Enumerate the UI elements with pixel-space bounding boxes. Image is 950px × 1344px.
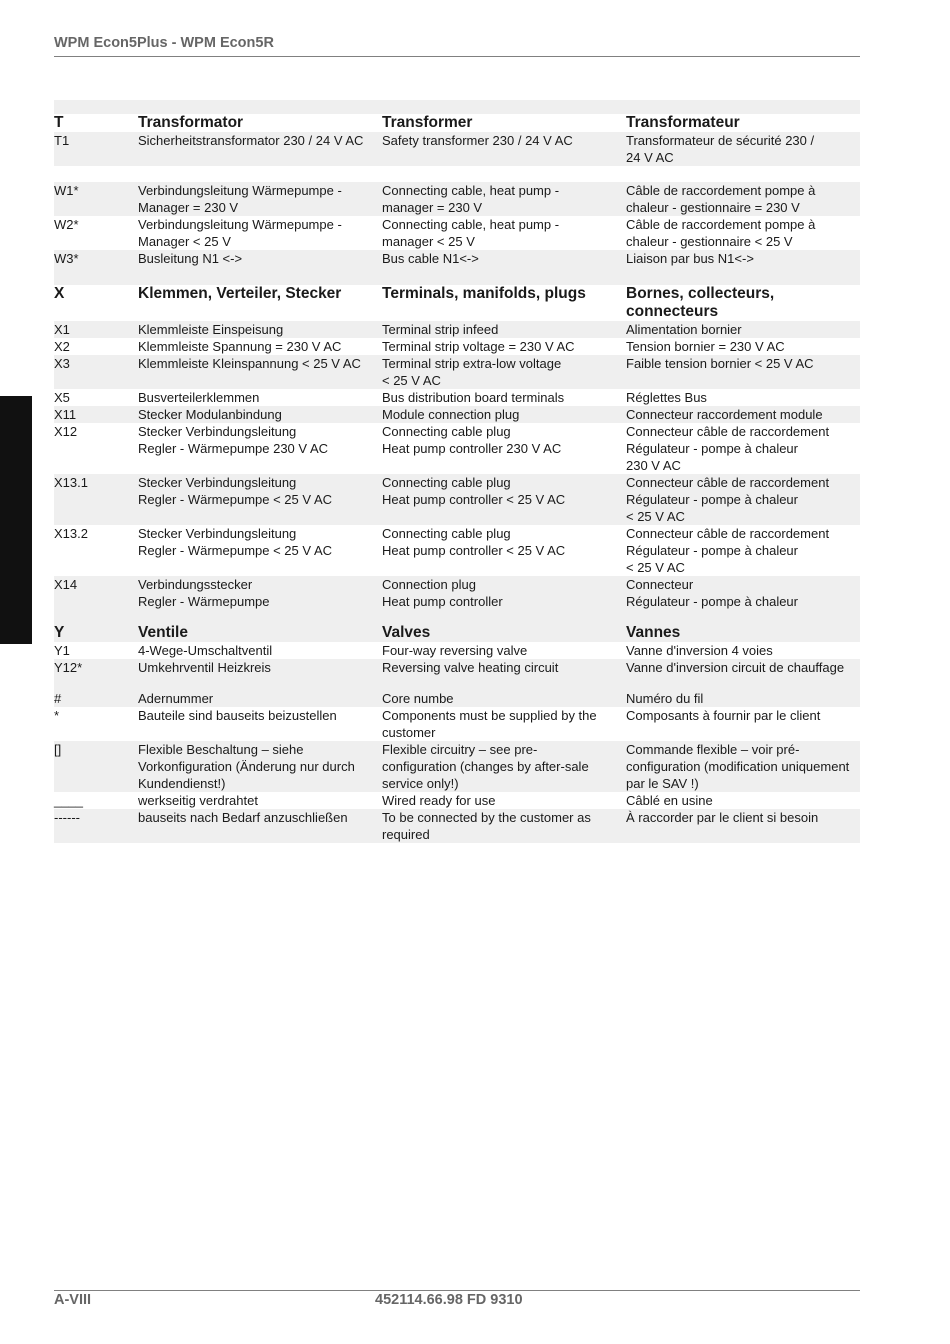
legend-cell-french: Vanne d'inversion 4 voies xyxy=(626,643,773,658)
legend-cell-german: Klemmleiste Einspeisung xyxy=(138,322,284,337)
legend-cell-french: Câble de raccordement pompe à chaleur - gestionnaire < 25 V xyxy=(626,217,816,249)
legend-cell-english: Valves xyxy=(382,624,431,641)
legend-cell-french: Transformateur de sécurité 230 / 24 V AC xyxy=(626,133,815,165)
side-tab-label: Anhang · Appendix · Annexes xyxy=(9,820,24,1012)
legend-row xyxy=(54,576,860,610)
legend-cell-german: Klemmen, Verteiler, Stecker xyxy=(138,285,342,302)
legend-row xyxy=(54,250,860,267)
legend-cell-german: Sicherheitstransformator 230 / 24 V AC xyxy=(138,133,364,148)
legend-cell-german: Flexible Beschaltung – siehe Vorkonfiguration (Änderung nur durch Kundendienst!) xyxy=(138,742,355,791)
legend-cell-german: bauseits nach Bedarf anzuschließen xyxy=(138,810,348,825)
legend-cell-french: Faible tension bornier < 25 V AC xyxy=(626,356,814,371)
legend-cell-german: Umkehrventil Heizkreis xyxy=(138,660,271,675)
legend-group-heading xyxy=(54,624,860,642)
legend-cell-english: To be connected by the customer as required xyxy=(382,810,591,842)
legend-cell-english: Terminal strip infeed xyxy=(382,322,499,337)
legend-cell-german: Stecker Verbindungsleitung Regler - Wärmepumpe 230 V AC xyxy=(138,424,329,456)
document-number: 452114.66.98 FD 9310 xyxy=(375,1292,523,1308)
legend-cell-french: Connecteur câble de raccordement Régulateur - pompe à chaleur 230 V AC xyxy=(626,424,830,473)
legend-cell-english: Core numbe xyxy=(382,691,454,706)
legend-row xyxy=(54,321,860,338)
legend-cell-designation: X3 xyxy=(54,356,70,371)
legend-cell-english: Connecting cable, heat pump - manager < 25 V xyxy=(382,217,560,249)
legend-cell-german: werkseitig verdrahtet xyxy=(138,793,258,808)
legend-cell-designation: ------ xyxy=(54,810,80,825)
legend-row xyxy=(54,338,860,355)
legend-cell-designation: W2* xyxy=(54,217,79,232)
legend-cell-french: Vannes xyxy=(626,624,681,641)
legend-cell-english: Terminal strip extra-low voltage < 25 V AC xyxy=(382,356,562,388)
legend-cell-french: Réglettes Bus xyxy=(626,390,707,405)
legend-cell-english: Transformer xyxy=(382,114,473,131)
legend-cell-designation: T xyxy=(54,114,64,131)
legend-row xyxy=(54,182,860,216)
legend-row xyxy=(54,355,860,389)
legend-cell-german: Stecker Modulanbindung xyxy=(138,407,282,422)
legend-cell-french: Tension bornier = 230 V AC xyxy=(626,339,785,354)
legend-row xyxy=(54,406,860,423)
legend-cell-german: Verbindungsleitung Wärmepumpe - Manager = 230 V xyxy=(138,183,342,215)
legend-cell-english: Connecting cable plug Heat pump controller 230 V AC xyxy=(382,424,562,456)
legend-cell-german: 4-Wege-Umschaltventil xyxy=(138,643,273,658)
header-rule xyxy=(54,56,860,57)
legend-spacer xyxy=(54,100,860,114)
legend-cell-english: Flexible circuitry – see pre- configuration (changes by after-sale service only!) xyxy=(382,742,589,791)
legend-row xyxy=(54,216,860,250)
legend-cell-english: Connection plug Heat pump controller xyxy=(382,577,503,609)
footer-rule xyxy=(54,1290,860,1291)
legend-cell-french: Câblé en usine xyxy=(626,793,713,808)
legend-cell-french: Alimentation bornier xyxy=(626,322,742,337)
legend-cell-english: Terminals, manifolds, plugs xyxy=(382,285,586,302)
legend-cell-designation: Y1 xyxy=(54,643,70,658)
legend-cell-german: Klemmleiste Spannung = 230 V AC xyxy=(138,339,342,354)
legend-row xyxy=(54,741,860,792)
legend-cell-designation: W1* xyxy=(54,183,79,198)
legend-cell-german: Stecker Verbindungsleitung Regler - Wärmepumpe < 25 V AC xyxy=(138,475,332,507)
legend-cell-designation: X14 xyxy=(54,577,78,592)
legend-cell-designation: W3* xyxy=(54,251,79,266)
legend-row xyxy=(54,166,860,182)
legend-cell-designation: X13.2 xyxy=(54,526,88,541)
legend-row xyxy=(54,690,860,707)
legend-cell-english: Module connection plug xyxy=(382,407,520,422)
legend-cell-designation: * xyxy=(54,708,60,723)
legend-cell-designation: X1 xyxy=(54,322,70,337)
legend-cell-german: Klemmleiste Kleinspannung < 25 V AC xyxy=(138,356,361,371)
legend-cell-designation: X13.1 xyxy=(54,475,88,490)
legend-group-heading xyxy=(54,285,860,321)
legend-cell-german: Stecker Verbindungsleitung Regler - Wärmepumpe < 25 V AC xyxy=(138,526,332,558)
legend-cell-english: Bus distribution board terminals xyxy=(382,390,565,405)
legend-cell-designation: # xyxy=(54,691,62,706)
legend-row xyxy=(54,525,860,576)
legend-row xyxy=(54,474,860,525)
legend-cell-german: Adernummer xyxy=(138,691,214,706)
legend-cell-designation: X5 xyxy=(54,390,70,405)
legend-cell-english: Connecting cable plug Heat pump controller < 25 V AC xyxy=(382,526,566,558)
legend-cell-french: Numéro du fil xyxy=(626,691,704,706)
legend-cell-german: Bauteile sind bauseits beizustellen xyxy=(138,708,337,723)
legend-cell-french: Connecteur raccordement module xyxy=(626,407,823,422)
legend-cell-french: Connecteur câble de raccordement Régulateur - pompe à chaleur < 25 V AC xyxy=(626,475,830,524)
legend-cell-english: Wired ready for use xyxy=(382,793,496,808)
legend-spacer xyxy=(54,676,860,690)
legend-cell-german: Verbindungsleitung Wärmepumpe - Manager < 25 V xyxy=(138,217,342,249)
legend-cell-english: Components must be supplied by the customer xyxy=(382,708,597,740)
legend-cell-designation: Y xyxy=(54,624,65,641)
legend-row xyxy=(54,423,860,474)
legend-row xyxy=(54,809,860,843)
legend-cell-designation: X2 xyxy=(54,339,70,354)
legend-cell-german: Busverteilerklemmen xyxy=(138,390,260,405)
legend-spacer xyxy=(54,610,860,624)
legend-row xyxy=(54,389,860,406)
legend-cell-english: Bus cable N1<-> xyxy=(382,251,479,266)
legend-cell-french: Câble de raccordement pompe à chaleur - gestionnaire = 230 V xyxy=(626,183,816,215)
legend-cell-designation: [] xyxy=(54,742,62,757)
legend-cell-french: Connecteur Régulateur - pompe à chaleur xyxy=(626,577,798,609)
page-number: A-VIII xyxy=(54,1292,92,1308)
legend-cell-german: Ventile xyxy=(138,624,188,641)
legend-group-heading xyxy=(54,114,860,132)
legend-row xyxy=(54,792,860,809)
legend-cell-designation: X12 xyxy=(54,424,78,439)
legend-cell-french: Commande flexible – voir pré- configuration (modification uniquement par le SAV !) xyxy=(626,742,850,791)
legend-row xyxy=(54,659,860,676)
legend-cell-german xyxy=(138,166,382,182)
legend-cell-english: Safety transformer 230 / 24 V AC xyxy=(382,133,573,148)
legend-cell-english xyxy=(382,166,626,182)
legend-cell-english: Four-way reversing valve xyxy=(382,643,528,658)
legend-cell-german: Busleitung N1 <-> xyxy=(138,251,243,266)
legend-cell-french: Connecteur câble de raccordement Régulateur - pompe à chaleur < 25 V AC xyxy=(626,526,830,575)
document-header-title: WPM Econ5Plus - WPM Econ5R xyxy=(54,35,274,51)
legend-cell-german: Transformator xyxy=(138,114,244,131)
legend-cell-designation: X xyxy=(54,285,65,302)
legend-cell-designation: Y12* xyxy=(54,660,83,675)
legend-cell-french: Transformateur xyxy=(626,114,740,131)
legend-cell-english: Connecting cable, heat pump - manager = 230 V xyxy=(382,183,560,215)
legend-row xyxy=(54,132,860,166)
legend-cell-english: Connecting cable plug Heat pump controller < 25 V AC xyxy=(382,475,566,507)
legend-cell-german: Verbindungsstecker Regler - Wärmepumpe xyxy=(138,577,270,609)
legend-cell-designation: ____ xyxy=(54,793,83,808)
legend-cell-english: Reversing valve heating circuit xyxy=(382,660,559,675)
legend-cell-designation: T1 xyxy=(54,133,70,148)
legend-row xyxy=(54,642,860,659)
legend-cell-french: Liaison par bus N1<-> xyxy=(626,251,754,266)
legend-cell-french: Vanne d'inversion circuit de chauffage xyxy=(626,660,845,675)
side-section-tab xyxy=(0,396,32,1012)
legend-cell-designation: X11 xyxy=(54,407,77,422)
legend-spacer xyxy=(54,267,860,285)
legend-row xyxy=(54,707,860,741)
component-legend-table xyxy=(54,100,860,843)
legend-cell-french: Composants à fournir par le client xyxy=(626,708,821,723)
legend-cell-french xyxy=(626,166,860,182)
legend-cell-english: Terminal strip voltage = 230 V AC xyxy=(382,339,575,354)
legend-cell-french: Bornes, collecteurs, connecteurs xyxy=(626,285,775,320)
legend-cell-designation xyxy=(54,166,138,182)
legend-cell-french: À raccorder par le client si besoin xyxy=(626,810,819,825)
